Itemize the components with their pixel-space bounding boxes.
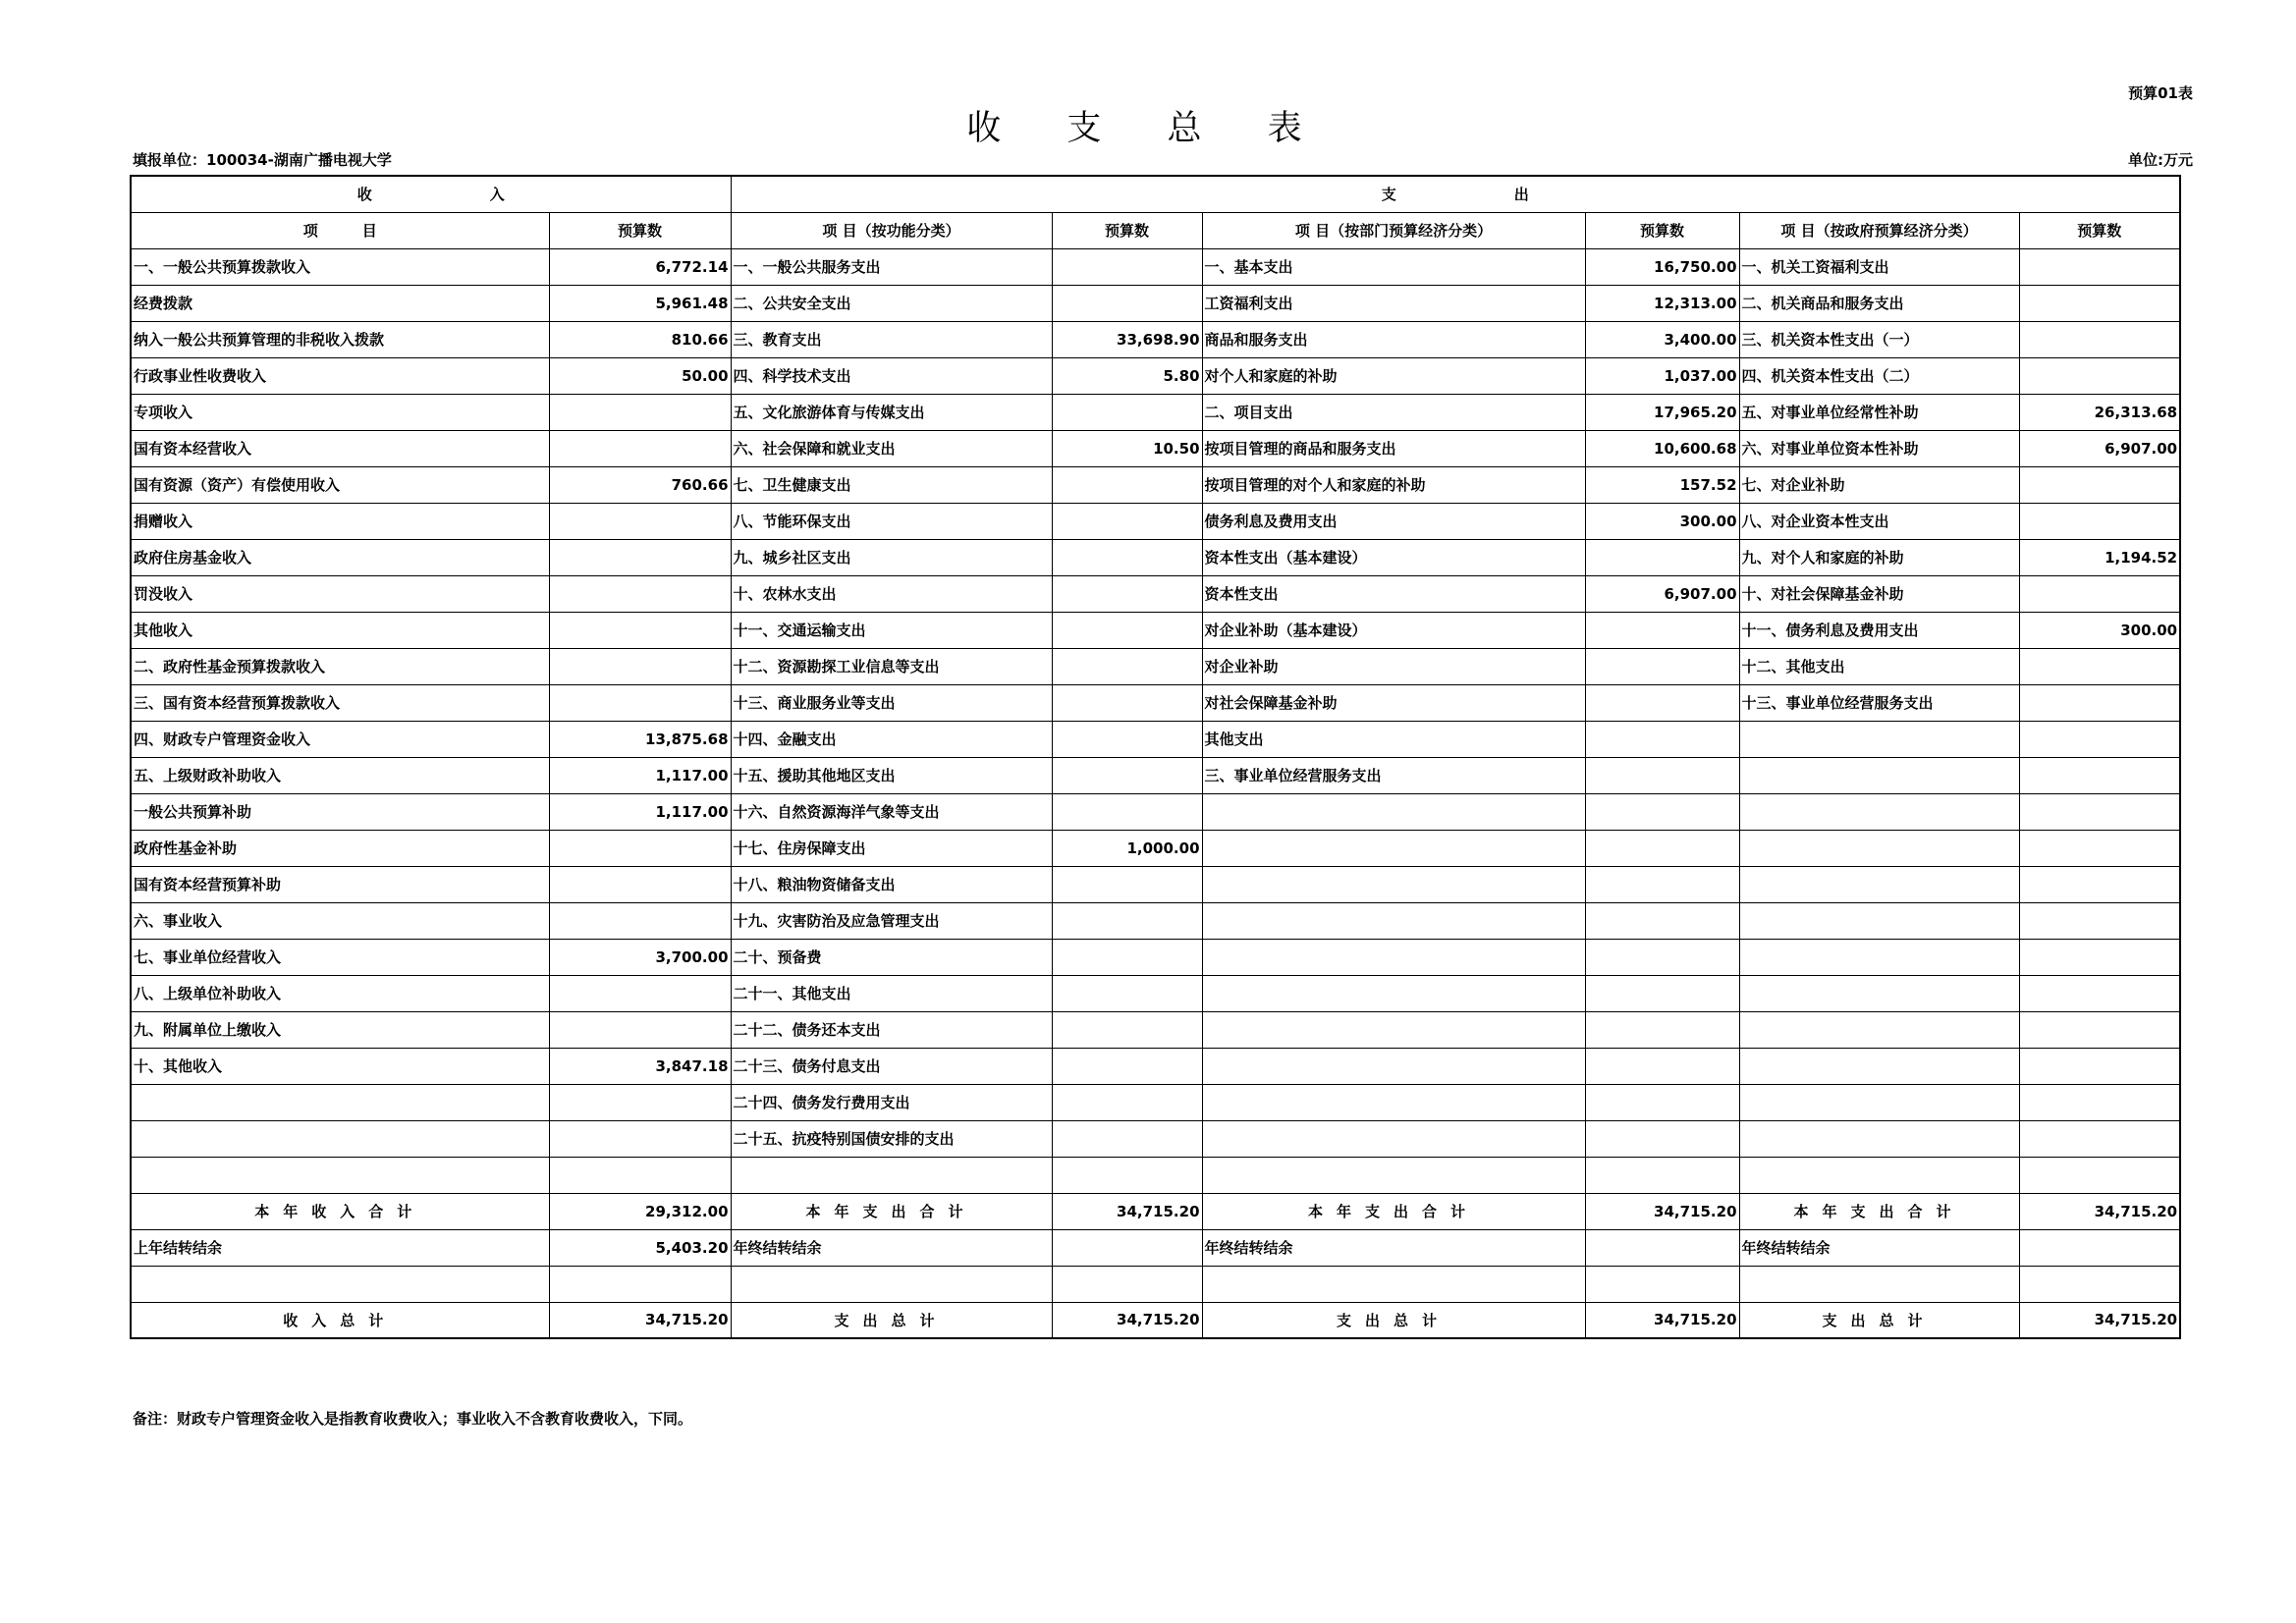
func-item-cell: 四、科学技术支出 bbox=[731, 357, 1052, 394]
dept-budget-cell bbox=[1585, 612, 1739, 648]
gov-budget-cell bbox=[2019, 684, 2180, 721]
prev-carry-label: 上年结转结余 bbox=[131, 1229, 549, 1266]
blank-cell bbox=[731, 1266, 1052, 1302]
expense-section-header: 支 出 bbox=[731, 176, 2180, 212]
income-item-cell: 政府性基金补助 bbox=[131, 830, 549, 866]
income-budget-cell: 1,117.00 bbox=[549, 757, 731, 793]
func-item-cell: 十二、资源勘探工业信息等支出 bbox=[731, 648, 1052, 684]
gov-item-cell: 二、机关商品和服务支出 bbox=[1739, 285, 2019, 321]
table-row bbox=[131, 575, 2180, 612]
func-budget-cell bbox=[1052, 539, 1202, 575]
table-row bbox=[131, 757, 2180, 793]
income-item-cell: 罚没收入 bbox=[131, 575, 549, 612]
income-item-cell: 八、上级单位补助收入 bbox=[131, 975, 549, 1011]
dept-item-cell: 一、基本支出 bbox=[1202, 248, 1585, 285]
func-budget-cell bbox=[1052, 939, 1202, 975]
gov-item-cell: 一、机关工资福利支出 bbox=[1739, 248, 2019, 285]
func-item-cell: 二十、预备费 bbox=[731, 939, 1052, 975]
func-item-cell: 二、公共安全支出 bbox=[731, 285, 1052, 321]
gov-budget-cell bbox=[2019, 357, 2180, 394]
func-budget-cell bbox=[1052, 866, 1202, 902]
dept-item-cell: 对企业补助（基本建设） bbox=[1202, 612, 1585, 648]
func-budget-cell bbox=[1052, 757, 1202, 793]
gov-item-cell: 三、机关资本性支出（一） bbox=[1739, 321, 2019, 357]
table-row bbox=[131, 1084, 2180, 1120]
income-item-cell: 专项收入 bbox=[131, 394, 549, 430]
func-budget-cell bbox=[1052, 248, 1202, 285]
income-item-cell: 政府住房基金收入 bbox=[131, 539, 549, 575]
gov-budget-cell bbox=[2019, 793, 2180, 830]
dept-budget-cell: 12,313.00 bbox=[1585, 285, 1739, 321]
dept-item-cell: 按项目管理的商品和服务支出 bbox=[1202, 430, 1585, 466]
blank-cell bbox=[549, 1266, 731, 1302]
income-budget-cell: 3,700.00 bbox=[549, 939, 731, 975]
dept-item-cell: 资本性支出（基本建设） bbox=[1202, 539, 1585, 575]
dept-budget-cell bbox=[1585, 757, 1739, 793]
func-item-cell: 十一、交通运输支出 bbox=[731, 612, 1052, 648]
income-item-cell: 一般公共预算补助 bbox=[131, 793, 549, 830]
dept-item-cell bbox=[1202, 1120, 1585, 1157]
func-budget-cell: 10.50 bbox=[1052, 430, 1202, 466]
dept-item-cell bbox=[1202, 830, 1585, 866]
table-row bbox=[131, 248, 2180, 285]
gov-budget-cell bbox=[2019, 466, 2180, 503]
col-header-dept-budget: 预算数 bbox=[1585, 212, 1739, 248]
dept-item-cell: 商品和服务支出 bbox=[1202, 321, 1585, 357]
income-item-cell: 其他收入 bbox=[131, 612, 549, 648]
gov-item-cell bbox=[1739, 939, 2019, 975]
func-item-cell: 六、社会保障和就业支出 bbox=[731, 430, 1052, 466]
dept-budget-cell: 6,907.00 bbox=[1585, 575, 1739, 612]
dept-item-cell: 资本性支出 bbox=[1202, 575, 1585, 612]
func-budget-cell bbox=[1052, 793, 1202, 830]
income-budget-cell bbox=[549, 1011, 731, 1048]
gov-budget-cell: 300.00 bbox=[2019, 612, 2180, 648]
col-header-income-item: 项 目 bbox=[131, 212, 549, 248]
blank-cell bbox=[1739, 1266, 2019, 1302]
dept-item-cell bbox=[1202, 1048, 1585, 1084]
table-row bbox=[131, 830, 2180, 866]
col-header-gov-item: 项 目（按政府预算经济分类） bbox=[1739, 212, 2019, 248]
gov-item-cell bbox=[1739, 902, 2019, 939]
gov-budget-cell: 6,907.00 bbox=[2019, 430, 2180, 466]
currency-unit: 单位:万元 bbox=[2128, 151, 2193, 169]
func-budget-cell bbox=[1052, 684, 1202, 721]
year-income-total-label: 本年收入合计 bbox=[131, 1193, 549, 1229]
dept-budget-cell: 157.52 bbox=[1585, 466, 1739, 503]
income-item-cell: 六、事业收入 bbox=[131, 902, 549, 939]
dept-budget-cell bbox=[1585, 1011, 1739, 1048]
income-budget-cell bbox=[549, 830, 731, 866]
blank-row bbox=[131, 1266, 2180, 1302]
gov-budget-cell bbox=[2019, 575, 2180, 612]
gov-budget-cell bbox=[2019, 1157, 2180, 1193]
column-header-row bbox=[131, 212, 2180, 248]
table-row bbox=[131, 466, 2180, 503]
income-budget-cell: 1,117.00 bbox=[549, 793, 731, 830]
gov-budget-cell bbox=[2019, 830, 2180, 866]
gov-item-cell bbox=[1739, 866, 2019, 902]
income-item-cell: 三、国有资本经营预算拨款收入 bbox=[131, 684, 549, 721]
income-budget-cell bbox=[549, 975, 731, 1011]
year-exp-total-value-dept: 34,715.20 bbox=[1585, 1193, 1739, 1229]
func-budget-cell bbox=[1052, 285, 1202, 321]
gov-budget-cell bbox=[2019, 1011, 2180, 1048]
gov-budget-cell bbox=[2019, 975, 2180, 1011]
gov-budget-cell bbox=[2019, 757, 2180, 793]
carry-over-row bbox=[131, 1229, 2180, 1266]
grand-exp-total-value-gov: 34,715.20 bbox=[2019, 1302, 2180, 1338]
table-row bbox=[131, 684, 2180, 721]
income-item-cell: 七、事业单位经营收入 bbox=[131, 939, 549, 975]
dept-budget-cell bbox=[1585, 721, 1739, 757]
table-row bbox=[131, 357, 2180, 394]
table-row bbox=[131, 285, 2180, 321]
func-budget-cell bbox=[1052, 1048, 1202, 1084]
income-budget-cell bbox=[549, 575, 731, 612]
gov-item-cell: 十一、债务利息及费用支出 bbox=[1739, 612, 2019, 648]
func-budget-cell bbox=[1052, 466, 1202, 503]
gov-budget-cell bbox=[2019, 1084, 2180, 1120]
table-row bbox=[131, 648, 2180, 684]
income-section-header: 收 入 bbox=[131, 176, 731, 212]
page-title: 收 支 总 表 bbox=[966, 109, 1330, 148]
income-budget-cell bbox=[549, 539, 731, 575]
col-header-gov-budget: 预算数 bbox=[2019, 212, 2180, 248]
col-header-dept-item: 项 目（按部门预算经济分类） bbox=[1202, 212, 1585, 248]
income-item-cell: 捐赠收入 bbox=[131, 503, 549, 539]
income-budget-cell: 760.66 bbox=[549, 466, 731, 503]
dept-budget-cell bbox=[1585, 866, 1739, 902]
income-item-cell: 二、政府性基金预算拨款收入 bbox=[131, 648, 549, 684]
income-budget-cell bbox=[549, 394, 731, 430]
func-budget-cell: 33,698.90 bbox=[1052, 321, 1202, 357]
func-item-cell: 十九、灾害防治及应急管理支出 bbox=[731, 902, 1052, 939]
gov-item-cell bbox=[1739, 793, 2019, 830]
func-budget-cell bbox=[1052, 1084, 1202, 1120]
col-header-func-item: 项 目（按功能分类） bbox=[731, 212, 1052, 248]
table-row bbox=[131, 1048, 2180, 1084]
gov-item-cell bbox=[1739, 830, 2019, 866]
gov-item-cell bbox=[1739, 975, 2019, 1011]
end-carry-label-func: 年终结转结余 bbox=[731, 1229, 1052, 1266]
gov-item-cell: 十二、其他支出 bbox=[1739, 648, 2019, 684]
func-budget-cell bbox=[1052, 612, 1202, 648]
gov-budget-cell: 1,194.52 bbox=[2019, 539, 2180, 575]
gov-budget-cell bbox=[2019, 902, 2180, 939]
func-budget-cell bbox=[1052, 975, 1202, 1011]
func-budget-cell bbox=[1052, 575, 1202, 612]
income-budget-cell bbox=[549, 1120, 731, 1157]
year-exp-total-value-gov: 34,715.20 bbox=[2019, 1193, 2180, 1229]
dept-budget-cell bbox=[1585, 830, 1739, 866]
gov-item-cell: 六、对事业单位资本性补助 bbox=[1739, 430, 2019, 466]
dept-item-cell bbox=[1202, 975, 1585, 1011]
gov-item-cell bbox=[1739, 721, 2019, 757]
gov-budget-cell bbox=[2019, 1048, 2180, 1084]
income-item-cell: 五、上级财政补助收入 bbox=[131, 757, 549, 793]
dept-item-cell bbox=[1202, 902, 1585, 939]
income-budget-cell bbox=[549, 684, 731, 721]
form-number: 预算01表 bbox=[2128, 84, 2193, 102]
gov-item-cell bbox=[1739, 1120, 2019, 1157]
dept-budget-cell: 10,600.68 bbox=[1585, 430, 1739, 466]
dept-budget-cell bbox=[1585, 684, 1739, 721]
dept-budget-cell: 300.00 bbox=[1585, 503, 1739, 539]
year-exp-total-label-func: 本年支出合计 bbox=[731, 1193, 1052, 1229]
footnote: 备注：财政专户管理资金收入是指教育收费收入；事业收入不含教育收费收入，下同。 bbox=[133, 1410, 693, 1428]
year-exp-total-label-dept: 本年支出合计 bbox=[1202, 1193, 1585, 1229]
income-item-cell: 十、其他收入 bbox=[131, 1048, 549, 1084]
func-budget-cell bbox=[1052, 394, 1202, 430]
dept-item-cell bbox=[1202, 866, 1585, 902]
func-budget-cell: 5.80 bbox=[1052, 357, 1202, 394]
dept-item-cell: 按项目管理的对个人和家庭的补助 bbox=[1202, 466, 1585, 503]
func-item-cell: 二十一、其他支出 bbox=[731, 975, 1052, 1011]
income-item-cell bbox=[131, 1120, 549, 1157]
income-budget-cell bbox=[549, 1084, 731, 1120]
grand-exp-total-value-dept: 34,715.20 bbox=[1585, 1302, 1739, 1338]
gov-budget-cell bbox=[2019, 1120, 2180, 1157]
grand-exp-total-value-func: 34,715.20 bbox=[1052, 1302, 1202, 1338]
dept-item-cell bbox=[1202, 1011, 1585, 1048]
year-exp-total-label-gov: 本年支出合计 bbox=[1739, 1193, 2019, 1229]
budget-summary-table bbox=[130, 175, 2181, 1339]
income-budget-cell: 810.66 bbox=[549, 321, 731, 357]
blank-cell bbox=[1202, 1266, 1585, 1302]
dept-item-cell: 其他支出 bbox=[1202, 721, 1585, 757]
gov-budget-cell bbox=[2019, 248, 2180, 285]
dept-item-cell bbox=[1202, 793, 1585, 830]
func-budget-cell bbox=[1052, 503, 1202, 539]
income-item-cell: 国有资本经营收入 bbox=[131, 430, 549, 466]
income-item-cell: 国有资源（资产）有偿使用收入 bbox=[131, 466, 549, 503]
func-item-cell: 十三、商业服务业等支出 bbox=[731, 684, 1052, 721]
grand-total-row bbox=[131, 1302, 2180, 1338]
income-item-cell bbox=[131, 1084, 549, 1120]
year-income-total-value: 29,312.00 bbox=[549, 1193, 731, 1229]
gov-budget-cell bbox=[2019, 721, 2180, 757]
func-item-cell: 二十四、债务发行费用支出 bbox=[731, 1084, 1052, 1120]
table-row bbox=[131, 394, 2180, 430]
func-item-cell: 十五、援助其他地区支出 bbox=[731, 757, 1052, 793]
gov-item-cell bbox=[1739, 1157, 2019, 1193]
income-budget-cell bbox=[549, 902, 731, 939]
income-item-cell: 九、附属单位上缴收入 bbox=[131, 1011, 549, 1048]
section-header-row bbox=[131, 176, 2180, 212]
dept-budget-cell: 3,400.00 bbox=[1585, 321, 1739, 357]
gov-budget-cell: 26,313.68 bbox=[2019, 394, 2180, 430]
func-budget-cell bbox=[1052, 902, 1202, 939]
dept-item-cell: 对社会保障基金补助 bbox=[1202, 684, 1585, 721]
func-item-cell: 十六、自然资源海洋气象等支出 bbox=[731, 793, 1052, 830]
income-budget-cell bbox=[549, 430, 731, 466]
func-item-cell: 十七、住房保障支出 bbox=[731, 830, 1052, 866]
dept-item-cell: 对个人和家庭的补助 bbox=[1202, 357, 1585, 394]
table-row bbox=[131, 902, 2180, 939]
end-carry-value-func bbox=[1052, 1229, 1202, 1266]
dept-item-cell: 工资福利支出 bbox=[1202, 285, 1585, 321]
gov-item-cell bbox=[1739, 1048, 2019, 1084]
table-row bbox=[131, 430, 2180, 466]
grand-exp-total-label-dept: 支出总计 bbox=[1202, 1302, 1585, 1338]
income-budget-cell bbox=[549, 612, 731, 648]
gov-item-cell: 十、对社会保障基金补助 bbox=[1739, 575, 2019, 612]
income-budget-cell: 3,847.18 bbox=[549, 1048, 731, 1084]
func-item-cell: 二十三、债务付息支出 bbox=[731, 1048, 1052, 1084]
func-item-cell: 九、城乡社区支出 bbox=[731, 539, 1052, 575]
dept-budget-cell: 17,965.20 bbox=[1585, 394, 1739, 430]
dept-budget-cell: 1,037.00 bbox=[1585, 357, 1739, 394]
func-budget-cell bbox=[1052, 648, 1202, 684]
col-header-func-budget: 预算数 bbox=[1052, 212, 1202, 248]
reporting-unit: 填报单位：100034-湖南广播电视大学 bbox=[133, 151, 392, 169]
func-budget-cell bbox=[1052, 1011, 1202, 1048]
dept-item-cell: 对企业补助 bbox=[1202, 648, 1585, 684]
func-item-cell: 八、节能环保支出 bbox=[731, 503, 1052, 539]
dept-budget-cell bbox=[1585, 1157, 1739, 1193]
income-item-cell: 纳入一般公共预算管理的非税收入拨款 bbox=[131, 321, 549, 357]
dept-budget-cell bbox=[1585, 648, 1739, 684]
table-row bbox=[131, 1011, 2180, 1048]
income-item-cell: 国有资本经营预算补助 bbox=[131, 866, 549, 902]
income-budget-cell: 50.00 bbox=[549, 357, 731, 394]
year-total-row bbox=[131, 1193, 2180, 1229]
gov-item-cell: 五、对事业单位经常性补助 bbox=[1739, 394, 2019, 430]
func-item-cell: 三、教育支出 bbox=[731, 321, 1052, 357]
gov-item-cell: 四、机关资本性支出（二） bbox=[1739, 357, 2019, 394]
func-item-cell: 十八、粮油物资储备支出 bbox=[731, 866, 1052, 902]
blank-cell bbox=[1585, 1266, 1739, 1302]
end-carry-label-gov: 年终结转结余 bbox=[1739, 1229, 2019, 1266]
table-row bbox=[131, 866, 2180, 902]
table-row bbox=[131, 503, 2180, 539]
gov-budget-cell bbox=[2019, 866, 2180, 902]
income-item-cell: 行政事业性收费收入 bbox=[131, 357, 549, 394]
func-item-cell: 十、农林水支出 bbox=[731, 575, 1052, 612]
end-carry-value-dept bbox=[1585, 1229, 1739, 1266]
gov-budget-cell bbox=[2019, 648, 2180, 684]
func-item-cell bbox=[731, 1157, 1052, 1193]
gov-item-cell: 七、对企业补助 bbox=[1739, 466, 2019, 503]
dept-budget-cell bbox=[1585, 1048, 1739, 1084]
table-row bbox=[131, 975, 2180, 1011]
func-budget-cell bbox=[1052, 721, 1202, 757]
gov-budget-cell bbox=[2019, 321, 2180, 357]
income-budget-cell bbox=[549, 648, 731, 684]
table-row bbox=[131, 539, 2180, 575]
table-row bbox=[131, 612, 2180, 648]
gov-item-cell bbox=[1739, 1011, 2019, 1048]
dept-item-cell: 三、事业单位经营服务支出 bbox=[1202, 757, 1585, 793]
func-budget-cell: 1,000.00 bbox=[1052, 830, 1202, 866]
income-budget-cell bbox=[549, 503, 731, 539]
grand-income-total-label: 收入总计 bbox=[131, 1302, 549, 1338]
income-budget-cell: 5,961.48 bbox=[549, 285, 731, 321]
grand-exp-total-label-func: 支出总计 bbox=[731, 1302, 1052, 1338]
dept-item-cell bbox=[1202, 1084, 1585, 1120]
end-carry-value-gov bbox=[2019, 1229, 2180, 1266]
year-exp-total-value-func: 34,715.20 bbox=[1052, 1193, 1202, 1229]
income-budget-cell: 13,875.68 bbox=[549, 721, 731, 757]
dept-budget-cell bbox=[1585, 539, 1739, 575]
income-item-cell: 一、一般公共预算拨款收入 bbox=[131, 248, 549, 285]
dept-budget-cell bbox=[1585, 1084, 1739, 1120]
func-item-cell: 七、卫生健康支出 bbox=[731, 466, 1052, 503]
gov-item-cell bbox=[1739, 757, 2019, 793]
grand-exp-total-label-gov: 支出总计 bbox=[1739, 1302, 2019, 1338]
income-budget-cell bbox=[549, 866, 731, 902]
dept-item-cell: 二、项目支出 bbox=[1202, 394, 1585, 430]
dept-budget-cell bbox=[1585, 939, 1739, 975]
blank-cell bbox=[2019, 1266, 2180, 1302]
gov-item-cell: 八、对企业资本性支出 bbox=[1739, 503, 2019, 539]
dept-item-cell: 债务利息及费用支出 bbox=[1202, 503, 1585, 539]
col-header-income-budget: 预算数 bbox=[549, 212, 731, 248]
func-budget-cell bbox=[1052, 1157, 1202, 1193]
end-carry-label-dept: 年终结转结余 bbox=[1202, 1229, 1585, 1266]
grand-income-total-value: 34,715.20 bbox=[549, 1302, 731, 1338]
func-item-cell: 五、文化旅游体育与传媒支出 bbox=[731, 394, 1052, 430]
func-item-cell: 十四、金融支出 bbox=[731, 721, 1052, 757]
prev-carry-value: 5,403.20 bbox=[549, 1229, 731, 1266]
table-row bbox=[131, 939, 2180, 975]
income-budget-cell: 6,772.14 bbox=[549, 248, 731, 285]
table-row bbox=[131, 1120, 2180, 1157]
gov-budget-cell bbox=[2019, 939, 2180, 975]
dept-budget-cell bbox=[1585, 1120, 1739, 1157]
gov-item-cell: 十三、事业单位经营服务支出 bbox=[1739, 684, 2019, 721]
func-item-cell: 二十二、债务还本支出 bbox=[731, 1011, 1052, 1048]
table-row bbox=[131, 721, 2180, 757]
income-item-cell: 经费拨款 bbox=[131, 285, 549, 321]
income-item-cell bbox=[131, 1157, 549, 1193]
income-item-cell: 四、财政专户管理资金收入 bbox=[131, 721, 549, 757]
gov-item-cell bbox=[1739, 1084, 2019, 1120]
dept-budget-cell bbox=[1585, 975, 1739, 1011]
blank-cell bbox=[131, 1266, 549, 1302]
dept-budget-cell bbox=[1585, 902, 1739, 939]
dept-budget-cell: 16,750.00 bbox=[1585, 248, 1739, 285]
gov-budget-cell bbox=[2019, 503, 2180, 539]
dept-budget-cell bbox=[1585, 793, 1739, 830]
table-row bbox=[131, 793, 2180, 830]
dept-item-cell bbox=[1202, 939, 1585, 975]
func-item-cell: 一、一般公共服务支出 bbox=[731, 248, 1052, 285]
gov-item-cell: 九、对个人和家庭的补助 bbox=[1739, 539, 2019, 575]
table-row bbox=[131, 321, 2180, 357]
func-item-cell: 二十五、抗疫特别国债安排的支出 bbox=[731, 1120, 1052, 1157]
dept-item-cell bbox=[1202, 1157, 1585, 1193]
income-budget-cell bbox=[549, 1157, 731, 1193]
gov-budget-cell bbox=[2019, 285, 2180, 321]
table-row bbox=[131, 1157, 2180, 1193]
func-budget-cell bbox=[1052, 1120, 1202, 1157]
blank-cell bbox=[1052, 1266, 1202, 1302]
